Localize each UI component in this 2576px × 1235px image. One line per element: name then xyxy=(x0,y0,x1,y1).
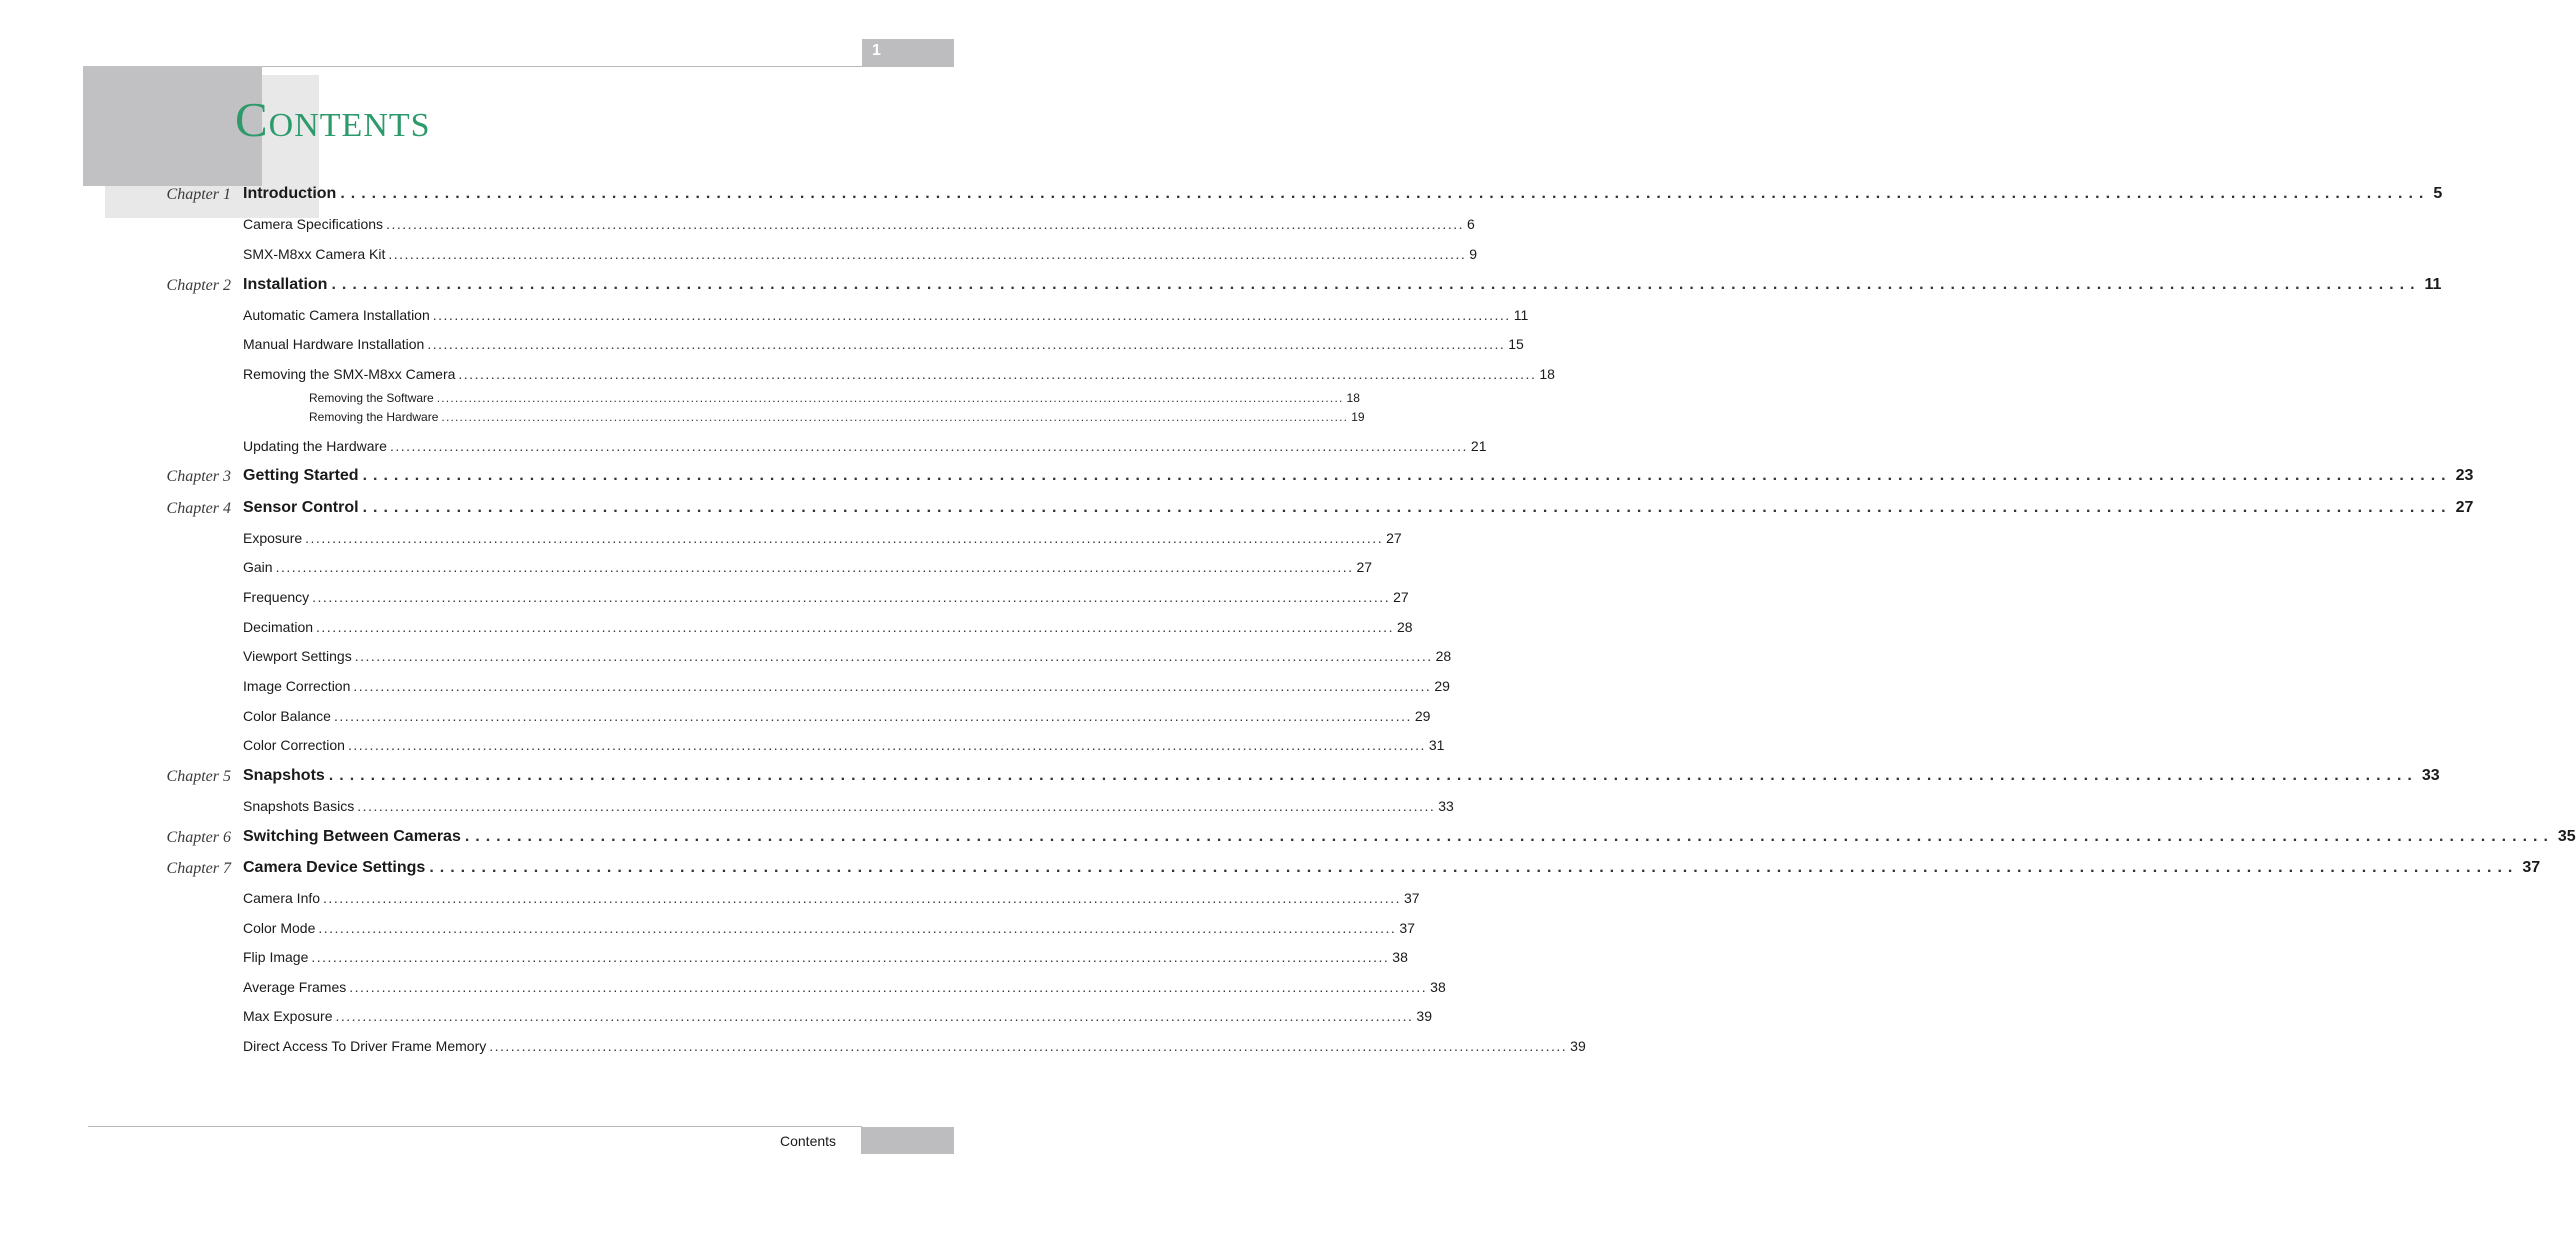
toc-entry-title: Flip Image xyxy=(243,949,309,965)
toc-page-number: 27 xyxy=(1386,530,1402,546)
toc-page-number: 27 xyxy=(1393,589,1409,605)
toc-page-number: 28 xyxy=(1435,648,1452,664)
toc-entry-title: SMX-M8xx Camera Kit xyxy=(243,246,386,262)
toc-section-entry[interactable] xyxy=(243,949,1408,965)
toc-dot-leader: ........................................................................................................................................................................................................ xyxy=(312,589,1391,605)
toc-dot-leader: ........................................................................................................................................................................................................ xyxy=(331,276,2421,293)
footer-label: Contents xyxy=(780,1133,837,1149)
chapter-label-container xyxy=(0,500,243,520)
chapter-label-container xyxy=(0,768,243,788)
toc-entry-title: Removing the Hardware xyxy=(309,410,439,424)
toc-dot-leader: ........................................................................................................................................................................................................ xyxy=(275,559,1354,575)
toc-dot-leader: ........................................................................................................................................................................................................ xyxy=(362,499,2452,516)
toc-dot-leader: ........................................................................................................................................................................................................ xyxy=(441,410,1349,424)
toc-page-number: 31 xyxy=(1428,737,1445,753)
toc-entry-title: Removing the SMX-M8xx Camera xyxy=(243,366,456,382)
toc-entry-title: Camera Info xyxy=(243,890,321,906)
chapter-label-container xyxy=(0,277,243,297)
toc-section-entry[interactable] xyxy=(243,678,1450,694)
toc-page-number: 15 xyxy=(1508,336,1524,352)
toc-page-number: 27 xyxy=(1356,559,1373,575)
chapter-label-container xyxy=(0,829,243,849)
toc-section-entry[interactable] xyxy=(243,1008,1432,1024)
toc-entry-title: Snapshots xyxy=(243,767,325,784)
toc-dot-leader: ........................................................................................................................................................................................................ xyxy=(429,859,2519,876)
toc-page-number: 33 xyxy=(1438,798,1454,814)
toc-entry-title: Direct Access To Driver Frame Memory xyxy=(243,1038,487,1054)
toc-entry-title: Switching Between Cameras xyxy=(243,828,461,845)
toc-dot-leader: ........................................................................................................................................................................................................ xyxy=(386,216,1464,232)
toc-dot-leader: ........................................................................................................................................................................................................ xyxy=(436,391,1344,405)
toc-entry-title: Average Frames xyxy=(243,979,347,995)
chapter-label: Chapter 6 xyxy=(166,829,231,846)
toc-section-entry[interactable] xyxy=(243,246,1478,262)
toc-page-number: 29 xyxy=(1434,678,1450,694)
toc-section-entry[interactable] xyxy=(243,619,1413,635)
toc-chapter-entry[interactable] xyxy=(243,185,2443,203)
toc-chapter-entry[interactable] xyxy=(243,767,2440,785)
toc-entry-title: Camera Device Settings xyxy=(243,859,426,876)
toc-subsection-entry[interactable] xyxy=(309,410,1365,424)
chapter-label-container xyxy=(0,186,243,206)
toc-section-entry[interactable] xyxy=(243,366,1555,382)
toc-dot-leader: ........................................................................................................................................................................................................ xyxy=(311,949,1390,965)
toc-dot-leader: ........................................................................................................................................................................................................ xyxy=(357,798,1436,814)
toc-page-number: 39 xyxy=(1416,1008,1432,1024)
toc-page-number: 38 xyxy=(1430,979,1446,995)
toc-section-entry[interactable] xyxy=(243,648,1452,664)
page-number: 1 xyxy=(872,42,881,59)
chapter-label-container xyxy=(0,860,243,880)
toc-chapter-entry[interactable] xyxy=(243,499,2474,517)
toc-section-entry[interactable] xyxy=(243,920,1415,936)
toc-section-entry[interactable] xyxy=(243,336,1524,352)
toc-page-number: 29 xyxy=(1414,708,1431,724)
toc-page-number: 21 xyxy=(1470,438,1487,454)
toc-dot-leader: ........................................................................................................................................................................................................ xyxy=(328,767,2418,784)
toc-page-number: 38 xyxy=(1392,949,1408,965)
toc-page-number: 37 xyxy=(1403,890,1420,906)
toc-entry-title: Color Correction xyxy=(243,737,345,753)
toc-section-entry[interactable] xyxy=(243,890,1420,906)
toc-page-number: 35 xyxy=(2557,828,2576,845)
toc-section-entry[interactable] xyxy=(243,737,1445,753)
chapter-label: Chapter 2 xyxy=(166,277,231,294)
toc-entry-title: Automatic Camera Installation xyxy=(243,307,430,323)
toc-entry-title: Viewport Settings xyxy=(243,648,352,664)
toc-entry-title: Removing the Software xyxy=(309,391,434,405)
toc-entry-title: Color Mode xyxy=(243,920,316,936)
footer-tab xyxy=(861,1127,954,1154)
toc-page-number: 37 xyxy=(1399,920,1415,936)
chapter-label: Chapter 4 xyxy=(166,500,231,517)
toc-entry-title: Sensor Control xyxy=(243,499,359,516)
toc-dot-leader: ........................................................................................................................................................................................................ xyxy=(316,619,1394,635)
toc-dot-leader: ........................................................................................................................................................................................................ xyxy=(354,648,1433,664)
toc-section-entry[interactable] xyxy=(243,530,1402,546)
toc-page-number: 11 xyxy=(2424,276,2442,293)
toc-dot-leader: ........................................................................................................................................................................................................ xyxy=(427,336,1506,352)
toc-section-entry[interactable] xyxy=(243,798,1454,814)
toc-dot-leader: ........................................................................................................................................................................................................ xyxy=(318,920,1397,936)
chapter-label: Chapter 7 xyxy=(166,860,231,877)
toc-page-number: 11 xyxy=(1513,307,1529,323)
toc-section-entry[interactable] xyxy=(243,1038,1586,1054)
toc-dot-leader: ........................................................................................................................................................................................................ xyxy=(349,979,1428,995)
chapter-label-container xyxy=(0,468,243,488)
toc-entry-title: Gain xyxy=(243,559,273,575)
toc-section-entry[interactable] xyxy=(243,307,1529,323)
toc-subsection-entry[interactable] xyxy=(309,391,1360,405)
toc-dot-leader: ........................................................................................................................................................................................................ xyxy=(340,185,2430,202)
toc-chapter-entry[interactable] xyxy=(243,828,2576,846)
toc-dot-leader: ........................................................................................................................................................................................................ xyxy=(333,708,1412,724)
toc-entry-title: Updating the Hardware xyxy=(243,438,387,454)
chapter-label: Chapter 3 xyxy=(166,468,231,485)
toc-entry-title: Decimation xyxy=(243,619,314,635)
toc-entry-title: Max Exposure xyxy=(243,1008,333,1024)
toc-entry-title: Manual Hardware Installation xyxy=(243,336,425,352)
toc-entry-title: Color Balance xyxy=(243,708,331,724)
toc-page-number: 27 xyxy=(2455,499,2474,516)
footer-rule xyxy=(88,1126,862,1127)
toc-section-entry[interactable] xyxy=(243,708,1431,724)
toc-dot-leader: ........................................................................................................................................................................................................ xyxy=(305,530,1384,546)
toc-dot-leader: ........................................................................................................................................................................................................ xyxy=(389,438,1468,454)
toc-section-entry[interactable] xyxy=(243,438,1487,454)
toc-chapter-entry[interactable] xyxy=(243,467,2474,485)
toc-entry-title: Camera Specifications xyxy=(243,216,384,232)
toc-dot-leader: ........................................................................................................................................................................................................ xyxy=(464,828,2554,845)
toc-page-number: 9 xyxy=(1469,246,1478,262)
toc-page-number: 23 xyxy=(2455,467,2474,484)
toc-page-number: 5 xyxy=(2433,185,2443,202)
toc-chapter-entry[interactable] xyxy=(243,276,2442,294)
toc-section-entry[interactable] xyxy=(243,216,1475,232)
toc-page-number: 6 xyxy=(1467,216,1475,232)
toc-dot-leader: ........................................................................................................................................................................................................ xyxy=(323,890,1401,906)
toc-dot-leader: ........................................................................................................................................................................................................ xyxy=(347,737,1426,753)
page-title: Contents xyxy=(235,92,431,147)
toc-dot-leader: ........................................................................................................................................................................................................ xyxy=(432,307,1511,323)
toc-page-number: 18 xyxy=(1539,366,1555,382)
toc-dot-leader: ........................................................................................................................................................................................................ xyxy=(353,678,1432,694)
toc-entry-title: Frequency xyxy=(243,589,310,605)
toc-page-number: 19 xyxy=(1351,410,1365,424)
toc-entry-title: Exposure xyxy=(243,530,303,546)
toc-section-entry[interactable] xyxy=(243,589,1409,605)
chapter-label: Chapter 5 xyxy=(166,768,231,785)
toc-page-number: 37 xyxy=(2522,859,2541,876)
toc-section-entry[interactable] xyxy=(243,559,1373,575)
toc-dot-leader: ........................................................................................................................................................................................................ xyxy=(489,1038,1568,1054)
toc-page-number: 28 xyxy=(1396,619,1413,635)
toc-dot-leader: ........................................................................................................................................................................................................ xyxy=(362,467,2452,484)
toc-dot-leader: ........................................................................................................................................................................................................ xyxy=(458,366,1537,382)
toc-entry-title: Snapshots Basics xyxy=(243,798,355,814)
toc-section-entry[interactable] xyxy=(243,979,1446,995)
chapter-label: Chapter 1 xyxy=(166,186,231,203)
toc-dot-leader: ........................................................................................................................................................................................................ xyxy=(335,1008,1414,1024)
toc-page-number: 33 xyxy=(2421,767,2440,784)
toc-page-number: 39 xyxy=(1570,1038,1586,1054)
toc-entry-title: Getting Started xyxy=(243,467,359,484)
toc-entry-title: Installation xyxy=(243,276,328,293)
toc-entry-title: Image Correction xyxy=(243,678,351,694)
toc-page-number: 18 xyxy=(1346,391,1360,405)
toc-chapter-entry[interactable] xyxy=(243,859,2541,877)
toc-dot-leader: ........................................................................................................................................................................................................ xyxy=(388,246,1467,262)
toc-entry-title: Introduction xyxy=(243,185,337,202)
